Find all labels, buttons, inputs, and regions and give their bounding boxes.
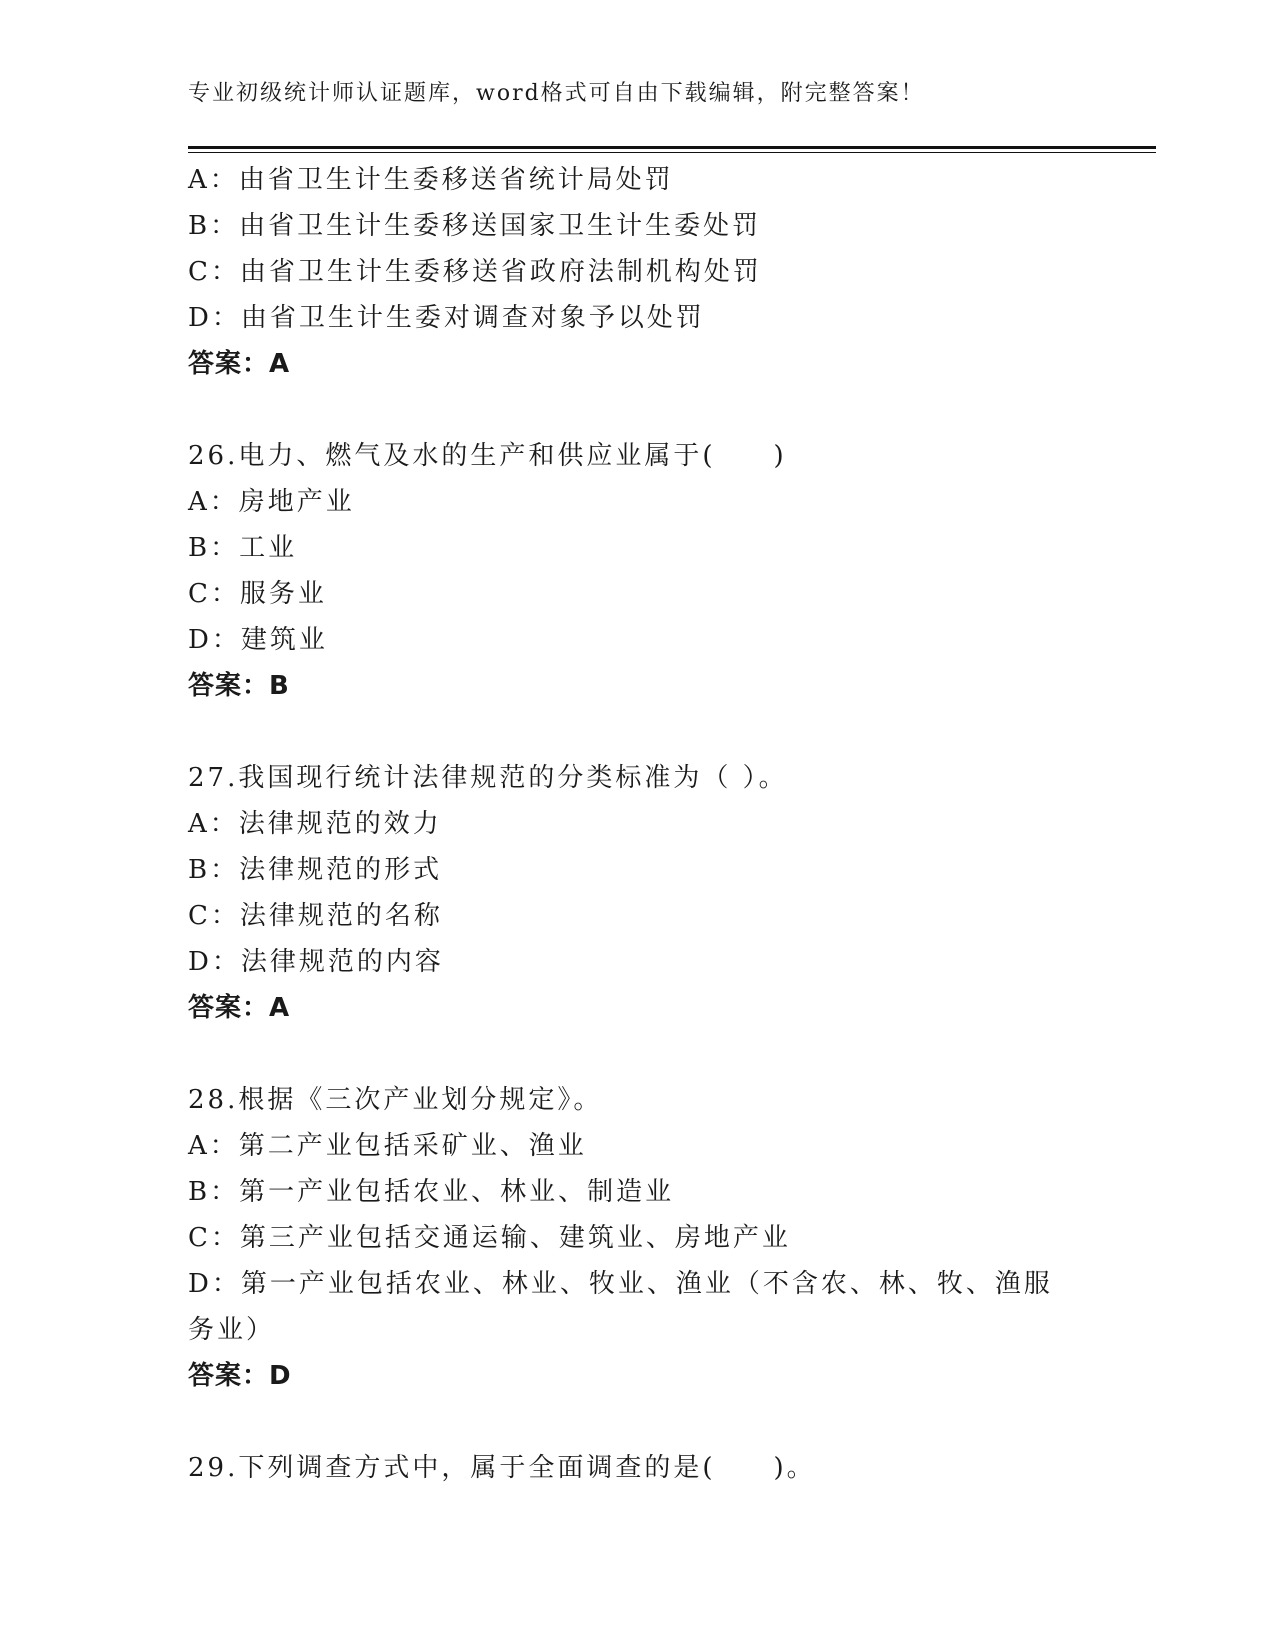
option-b: B：法律规范的形式 [188, 855, 443, 885]
question-text: 29.下列调查方式中，属于全面调查的是( )。 [188, 1453, 816, 1483]
question-text: 27.我国现行统计法律规范的分类标准为（ ）。 [188, 763, 788, 793]
option-a: A：房地产业 [188, 487, 355, 517]
spacer [188, 387, 1088, 433]
option-a: A：由省卫生计生委移送省统计局处罚 [188, 165, 674, 195]
question-content [188, 157, 1088, 1491]
spacer [188, 709, 1088, 755]
spacer [188, 1399, 1088, 1445]
option-d: D：由省卫生计生委对调查对象予以处罚 [188, 303, 705, 333]
option-a: A：第二产业包括采矿业、渔业 [188, 1131, 587, 1161]
option-a: A：法律规范的效力 [188, 809, 442, 839]
spacer [188, 1031, 1088, 1077]
question-28-block [188, 1077, 1088, 1399]
option-b: B：第一产业包括农业、林业、制造业 [188, 1177, 675, 1207]
answer-line: 答案：B [188, 671, 290, 701]
question-26-block [188, 433, 1088, 709]
question-29-block [188, 1445, 1088, 1491]
option-c: C：服务业 [188, 579, 327, 609]
option-d: D：建筑业 [188, 625, 328, 655]
option-d: D：第一产业包括农业、林业、牧业、渔业（不含农、林、牧、渔服务业） [188, 1269, 1053, 1345]
question-25-block [188, 157, 1088, 387]
header-rule-thin [188, 152, 1156, 153]
option-c: C：由省卫生计生委移送省政府法制机构处罚 [188, 257, 762, 287]
answer-line: 答案：A [188, 349, 291, 379]
question-text: 26.电力、燃气及水的生产和供应业属于( ) [188, 441, 787, 471]
option-b: B：由省卫生计生委移送国家卫生计生委处罚 [188, 211, 762, 241]
page-header: 专业初级统计师认证题库，word格式可自由下载编辑，附完整答案！ [188, 81, 925, 106]
question-27-block [188, 755, 1088, 1031]
option-b: B：工业 [188, 533, 298, 563]
answer-line: 答案：A [188, 993, 291, 1023]
question-text: 28.根据《三次产业划分规定》。 [188, 1085, 603, 1115]
answer-line: 答案：D [188, 1361, 292, 1391]
option-c: C：法律规范的名称 [188, 901, 443, 931]
option-d: D：法律规范的内容 [188, 947, 444, 977]
option-c: C：第三产业包括交通运输、建筑业、房地产业 [188, 1223, 791, 1253]
header-rule-thick [188, 146, 1156, 149]
